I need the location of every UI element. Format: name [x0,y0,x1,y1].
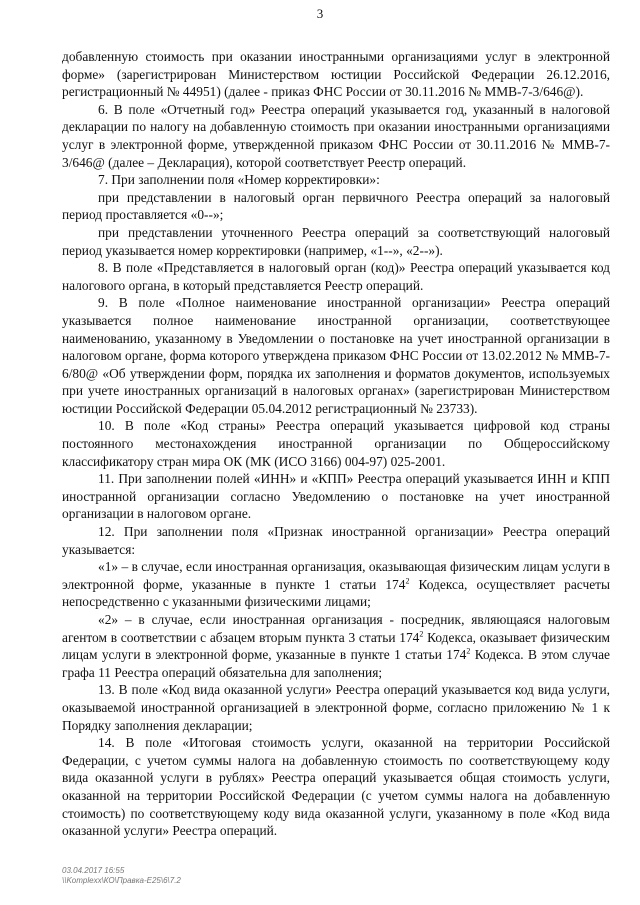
text-run: Кодекса. В этом случае графа 11 Реестра операций обязательна для заполнения; [62,647,610,680]
paragraph-item-8: 8. В поле «Представляется в налоговый орган (код)» Реестра операций указывается код налогового органа, в который представляется Реестр операций. [62,260,610,293]
paragraph-item-10: 10. В поле «Код страны» Реестра операций указывается цифровой код страны постоянного местонахождения иностранной организации по Общероссийскому классификатору стран мира ОК (МК (ИСО 3166) 004-97) 025-2001. [62,418,610,469]
paragraph-item-7-primary: при представлении в налоговый орган первичного Реестра операций за налоговый период проставляется «0--»; [62,189,610,223]
paragraph-p1: добавленную стоимость при оказании иностранными организациями услуг в электронной форме» (зарегистрирован Министерством юстиции Российской Федерации 26.12.2016, регистрационный № 44951) (далее - приказ ФНС России от 30.11.2016 № ММВ-7-3/646@). [62,49,610,100]
document-body [62,48,610,840]
paragraph-item-12-sign-1 [62,558,610,611]
superscript: 2 [405,576,410,586]
superscript: 2 [466,646,471,656]
paragraph-item-13: 13. В поле «Код вида оказанной услуги» Реестра операций указывается код вида услуги, оказываемой иностранной организацией в электронной форме, согласно приложению № 1 к Порядку заполнения декларации; [62,682,610,733]
text-run: «1» – в случае, если иностранная организация, оказывающая физическим лицам услуги в электронной форме, указанные в пункте 1 статьи 174 [62,559,610,592]
footer-file-path: \\Komplexx\КО\Правка-Е25\6\7.2 [62,876,181,885]
superscript: 2 [419,629,424,639]
paragraph-item-12-sign-2 [62,611,610,681]
paragraph-item-12: 12. При заполнении поля «Признак иностранной организации» Реестра операций указывается: [62,524,610,557]
footer-stamp [62,866,181,886]
paragraph-item-7: 7. При заполнении поля «Номер корректировки»: [98,172,380,188]
text-run: Кодекса, осуществляет расчеты непосредственно с указанными физическими лицами; [62,576,610,610]
text-run: «2» – в случае, если иностранная организация - посредник, являющаяся налоговым агентом в соответствии с абзацем вторым пункта 3 статьи 174 [62,612,610,645]
paragraph-item-11: 11. При заполнении полей «ИНН» и «КПП» Реестра операций указывается ИНН и КПП иностранной организации согласно Уведомлению о постановке на учет иностранной организации в налоговом органе. [62,471,610,522]
paragraph-item-6: 6. В поле «Отчетный год» Реестра операций указывается год, указанный в налоговой декларации по налогу на добавленную стоимость при оказании иностранными организациями услуг в электронной форме, утвержденной приказом ФНС России от 30.11.2016 № ММВ-7-3/646@ (далее – Декларация), которой соответствует Реестр операций. [62,101,610,170]
paragraph-item-14: 14. В поле «Итоговая стоимость услуги, оказанной на территории Российской Федерации, с учетом суммы налога на добавленную стоимость по соответствующему коду вида оказанной услуги в рублях» Реестра операций указывается общая стоимость услуги, оказанной на территории Российской Федерации (с учетом суммы налога на добавленную стоимость) по соответствующему коду вида оказанной услуги, указанному в поле «Код вида оказанной услуги» Реестра операций. [62,735,610,839]
paragraph-item-9: 9. В поле «Полное наименование иностранной организации» Реестра операций указывается полное наименование иностранной организации, соответствующее наименованию, указанному в Уведомлении о постановке на учет иностранной организации в налоговом органе, форма которого утверждена приказом ФНС России от 13.02.2012 № ММВ-7-6/80@ «Об утверждении форм, порядка их заполнения и форматов документов, используемых при учете иностранных организаций в налоговых органах» (зарегистрирован Министерством юстиции Российской Федерации 05.04.2012 регистрационный № 23733). [62,295,610,416]
paragraph-item-7-corrected: при представлении уточненного Реестра операций за соответствующий налоговый период указывается номер корректировки (например, «1--», «2--»). [62,224,610,258]
text-run: Кодекса, оказывает физическим лицам услуги в электронной форме, указанные в пункте 1 статьи 174 [62,629,610,663]
page-number: 3 [316,6,324,21]
footer-timestamp: 03.04.2017 16:55 [62,866,125,875]
